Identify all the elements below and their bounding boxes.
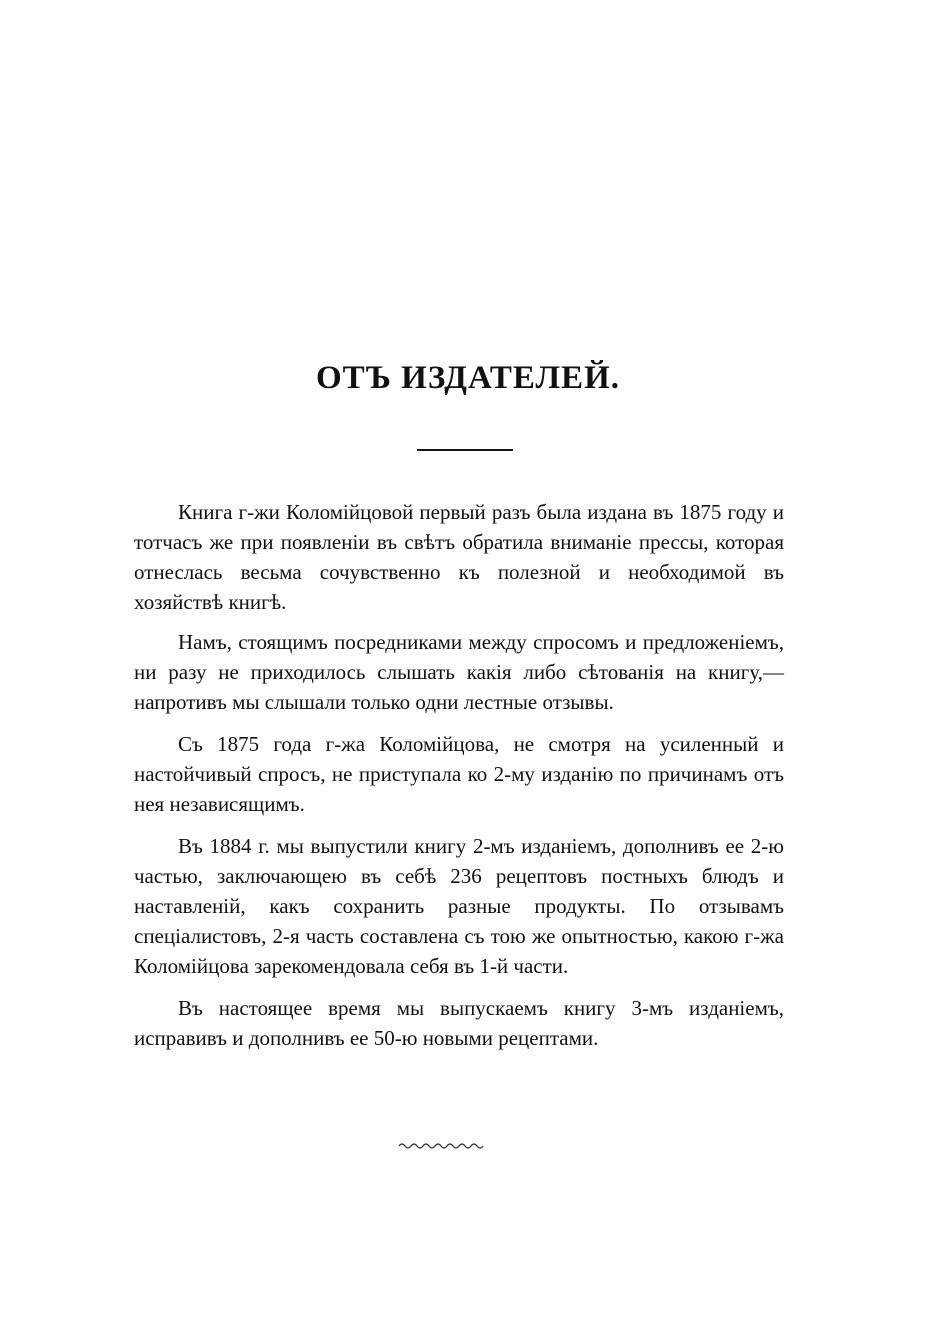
paragraph-1: Книга г-жи Коломійцовой первый разъ была издана въ 1875 году и тотчасъ же при появленіи въ свѣтъ обратила вниманіе прессы, которая отнеслась весьма сочувственно къ полезной и необходимой въ хозяйствѣ книгѣ. xyxy=(134,500,784,614)
paragraph-2: Намъ, стоящимъ посредниками между спросомъ и предложеніемъ, ни разу не приходилось слышать какія либо сѣтованія на книгу,—напротивъ мы слышали только одни лестные отзывы. xyxy=(134,630,784,714)
end-ornament-icon xyxy=(398,1141,486,1149)
preface-text xyxy=(134,497,784,1065)
paragraph-4: Въ 1884 г. мы выпустили книгу 2-мъ изданіемъ, дополнивъ ее 2-ю частью, заключающею въ себѣ 236 рецептовъ постныхъ блюдъ и наставленій, какъ сохранить разные продукты. По отзывамъ спеціалистовъ, 2-я часть составлена съ тою же опытностью, какою г-жа Коломійцова зарекомендовала себя въ 1-й части. xyxy=(134,834,784,978)
title-divider xyxy=(417,449,513,451)
paragraph-3: Съ 1875 года г-жа Коломійцова, не смотря на усиленный и настойчивый спросъ, не приступала ко 2-му изданію по причинамъ отъ нея независящимъ. xyxy=(134,732,784,816)
paragraph-5: Въ настоящее время мы выпускаемъ книгу 3-мъ изданіемъ, исправивъ и дополнивъ ее 50-ю новыми рецептами. xyxy=(134,996,784,1050)
page-title: ОТЪ ИЗДАТЕЛЕЙ. xyxy=(316,360,620,396)
